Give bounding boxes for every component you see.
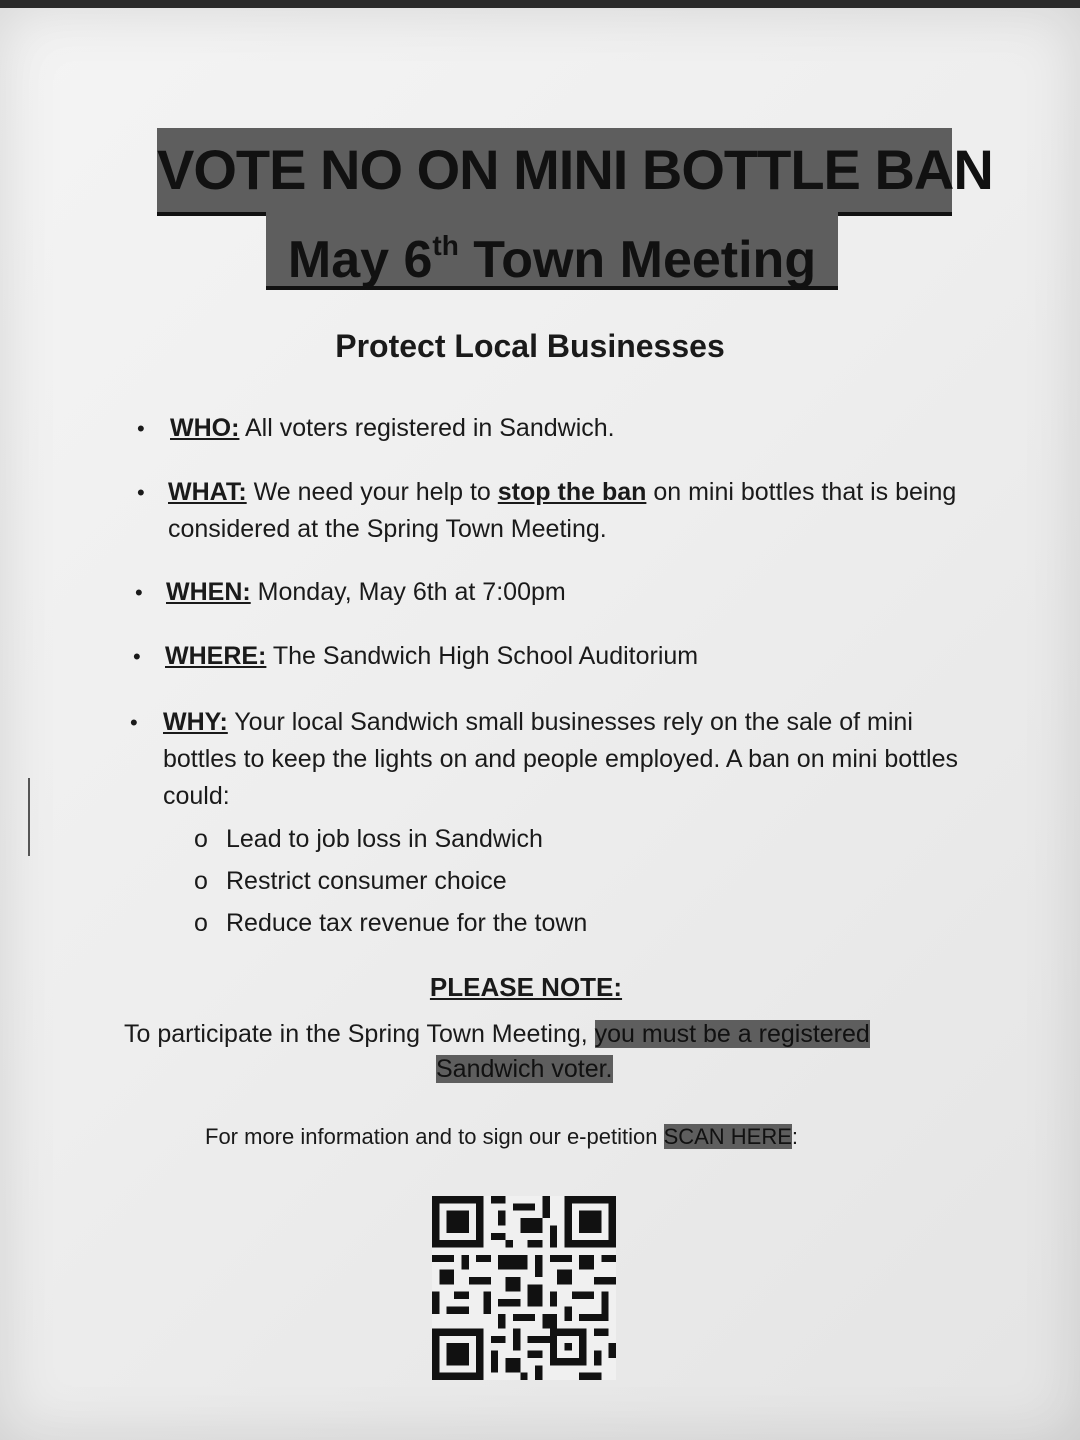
note-highlight: Sandwich voter. bbox=[436, 1055, 613, 1083]
bullet: • bbox=[137, 480, 145, 505]
flyer-title-text: VOTE NO ON MINI BOTTLE BAN bbox=[157, 138, 993, 201]
petition-line bbox=[205, 1120, 798, 1154]
petition-suffix: : bbox=[791, 1124, 799, 1149]
scan-here-highlight: SCAN HERE bbox=[663, 1124, 792, 1149]
note-line-continued bbox=[436, 1051, 613, 1087]
sub-list-item bbox=[194, 860, 507, 902]
bullet: • bbox=[137, 416, 145, 441]
bullet: • bbox=[130, 710, 138, 735]
what-label: WHAT: bbox=[168, 478, 247, 506]
when-text: Monday, May 6th at 7:00pm bbox=[250, 578, 566, 606]
why-text: Your local Sandwich small businesses rely on the sale of mini bottles to keep the lights on and people employed. A ban on mini bottles could: bbox=[163, 708, 958, 810]
flyer-title bbox=[157, 128, 993, 216]
sub-marker: o bbox=[194, 909, 208, 937]
sub-item-text: Lead to job loss in Sandwich bbox=[226, 825, 543, 853]
sub-marker: o bbox=[194, 867, 208, 895]
sub-item-text: Restrict consumer choice bbox=[226, 867, 507, 895]
meeting-date-main: May 6 bbox=[287, 231, 433, 289]
photo-edge bbox=[0, 0, 1080, 8]
margin-pen-mark bbox=[28, 778, 30, 856]
subheading: Protect Local Businesses bbox=[335, 328, 725, 364]
note-highlight: you must be a registered bbox=[594, 1020, 870, 1048]
what-text-before: We need your help to bbox=[246, 478, 498, 506]
sub-item-text: Reduce tax revenue for the town bbox=[226, 909, 588, 937]
where-text: The Sandwich High School Auditorium bbox=[266, 642, 699, 670]
what-text-after: on mini bottles that is being considered at the Spring Town Meeting. bbox=[168, 478, 957, 543]
meeting-date-sup: th bbox=[432, 230, 459, 261]
who-text: All voters registered in Sandwich. bbox=[239, 414, 615, 442]
what-emphasis: stop the ban bbox=[497, 478, 647, 506]
meeting-date-rest: Town Meeting bbox=[458, 231, 817, 289]
note-line bbox=[124, 1016, 870, 1052]
why-label: WHY: bbox=[163, 708, 228, 736]
qr-code-icon[interactable] bbox=[432, 1196, 616, 1380]
when-label: WHEN: bbox=[166, 578, 251, 606]
sub-list-item bbox=[194, 902, 587, 944]
bullet: • bbox=[135, 580, 143, 605]
flyer-sheet bbox=[0, 8, 1080, 1440]
where-label: WHERE: bbox=[165, 642, 267, 670]
sub-list-item bbox=[194, 818, 543, 860]
who-label: WHO: bbox=[170, 414, 240, 442]
meeting-date-title bbox=[266, 206, 838, 290]
bullet: • bbox=[133, 644, 141, 669]
note-heading: PLEASE NOTE: bbox=[429, 972, 623, 1002]
note-text: To participate in the Spring Town Meeting, bbox=[124, 1020, 595, 1048]
petition-text: For more information and to sign our e-petition bbox=[205, 1124, 664, 1149]
sub-marker: o bbox=[194, 825, 208, 853]
